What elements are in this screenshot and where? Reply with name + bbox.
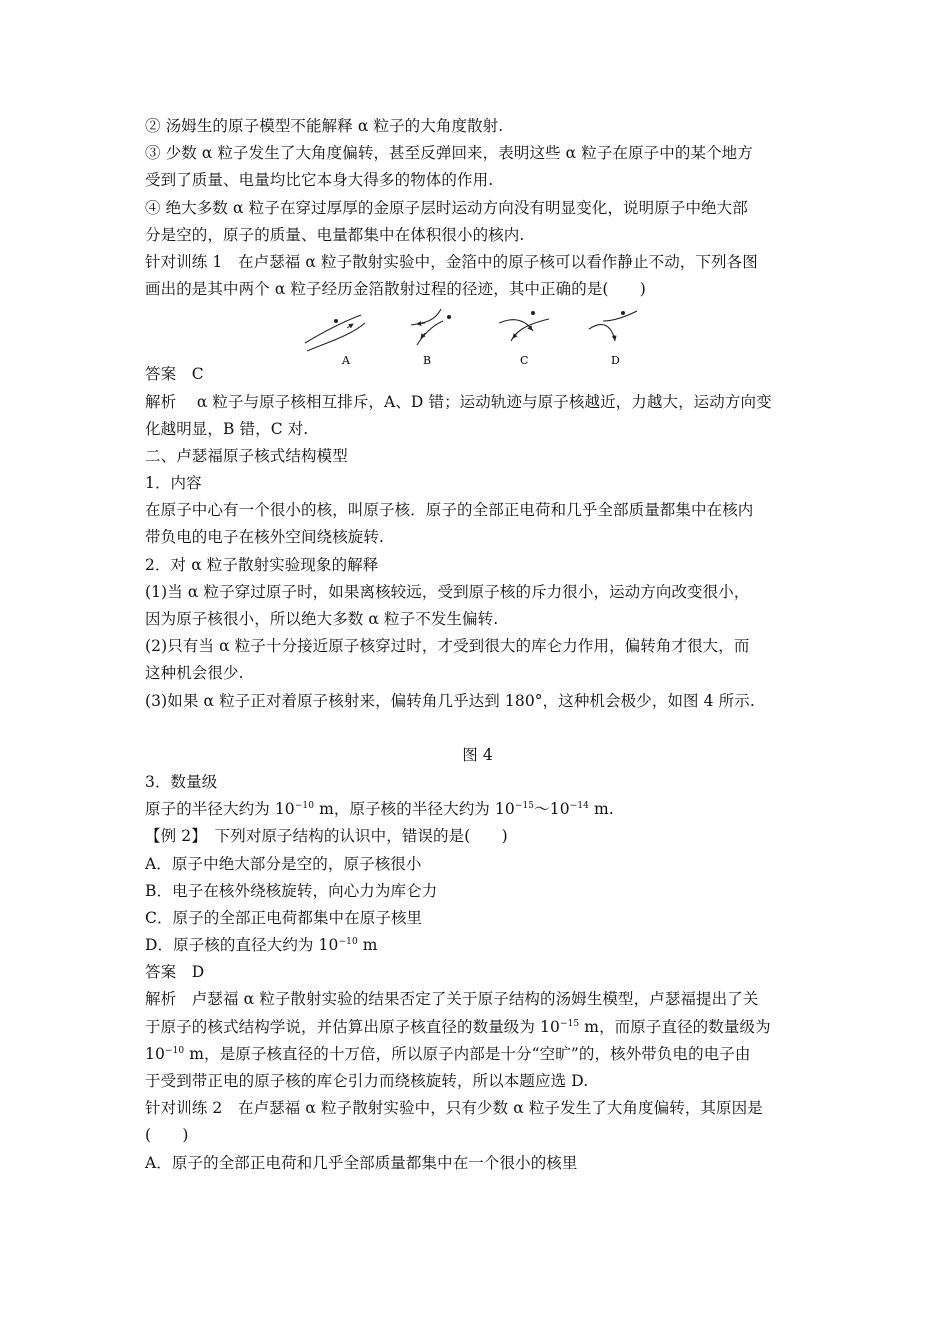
diagram-d [589,311,637,365]
text-line: 于受到带正电的原子核的库仑引力而绕核旋转，所以本题应选 D. [145,1072,589,1090]
text-line: 因为原子核很小，所以绝大多数 α 粒子不发生偏转. [145,610,499,628]
option-a: A．原子中绝大部分是空的，原子核很小 [145,854,422,873]
figure-label-c: C [520,354,529,366]
magnitude-line: 原子的半径大约为 $10^{-10}$ m，原子核的半径大约为 $10^{-15}\sim 10^{-14}$ m. [145,800,614,819]
subsection-heading: 1．内容 [145,474,202,493]
option-b: B．电子在核外绕核旋转，向心力为库仑力 [145,881,438,900]
text-line: 这种机会很少. [145,664,244,683]
text-line: $10^{-10}$ m，是原子核直径的十万倍，所以原子内部是十分“空旷”的，核外带负电的电子由 [145,1044,751,1063]
scattering-figure [145,303,810,366]
diagram-b [411,309,451,365]
answer-line: 答案 D [145,963,205,982]
option-c: C．原子的全部正电荷都集中在原子核里 [145,908,423,927]
document-page [145,113,810,1177]
text-line: ② 汤姆生的原子模型不能解释 α 粒子的大角度散射. [145,117,504,135]
text-line: 受到了质量、电量均比它本身大得多的物体的作用. [145,171,494,190]
text-line: (1)当 α 粒子穿过原子时，如果离核较远，受到原子核的斥力很小，运动方向改变很小， [145,582,750,601]
figure-caption: 图 4 [462,745,493,764]
text-line: 针对训练 2 在卢瑟福 α 粒子散射实验中，只有少数 α 粒子发生了大角度偏转，其原因是 [145,1099,763,1118]
diagram-c [499,311,549,365]
subsection-heading: 2．对 α 粒子散射实验现象的解释 [145,555,379,574]
answer-line: 答案 C [145,365,204,384]
text-line: (3)如果 α 粒子正对着原子核射来，偏转角几乎达到 180°，这种机会极少，如图 4 所示. [145,691,755,710]
figure-label-a: A [342,354,350,366]
diagram-a [305,315,365,365]
text-line: 在原子中心有一个很小的核，叫原子核．原子的全部正电荷和几乎全部质量都集中在核内 [145,501,754,520]
text-line: ③ 少数 α 粒子发生了大角度偏转，甚至反弹回来，表明这些 α 粒子在原子中的某个地方 [145,144,753,163]
text-line: 于原子的核式结构学说，并估算出原子核直径的数量级为 $10^{-15}$ m，而原子直径的数量级为 [145,1017,771,1036]
text-line: 解析 卢瑟福 α 粒子散射实验的结果否定了关于原子结构的汤姆生模型，卢瑟福提出了关 [145,990,759,1009]
text-line: 针对训练 1 在卢瑟福 α 粒子散射实验中，金箔中的原子核可以看作静止不动，下列各图 [145,252,758,271]
text-line: 解析 α 粒子与原子核相互排斥，A、D 错；运动轨迹与原子核越近，力越大，运动方向变 [145,392,772,411]
text-line: ④ 绝大多数 α 粒子在穿过厚厚的金原子层时运动方向没有明显变化，说明原子中绝大部 [145,198,748,217]
text-line: 画出的是其中两个 α 粒子经历金箔散射过程的径迹，其中正确的是( ) [145,280,646,299]
text-line: (2)只有当 α 粒子十分接近原子核穿过时，才受到很大的库仑力作用，偏转角才很大，而 [145,637,750,656]
text-line: ( ) [145,1126,189,1145]
text-line: 带负电的电子在核外空间绕核旋转. [145,528,385,547]
figure-label-d: D [611,354,620,366]
figure-label-b: B [423,354,432,366]
option-a: A．原子的全部正电荷和几乎全部质量都集中在一个很小的核里 [145,1153,578,1172]
option-d: D．原子核的直径大约为 $10^{-10}$ m [145,936,378,955]
subsection-heading: 3．数量级 [145,772,218,791]
text-line: 化越明显，B 错，C 对. [145,419,309,438]
figure-placeholder [145,715,810,742]
example-heading: 【例 2】 下列对原子结构的认识中，错误的是( ) [145,827,508,846]
section-heading: 二、卢瑟福原子核式结构模型 [145,446,348,465]
scattering-diagrams [295,307,675,365]
text-line: 分是空的，原子的质量、电量都集中在体积很小的核内. [145,225,525,244]
